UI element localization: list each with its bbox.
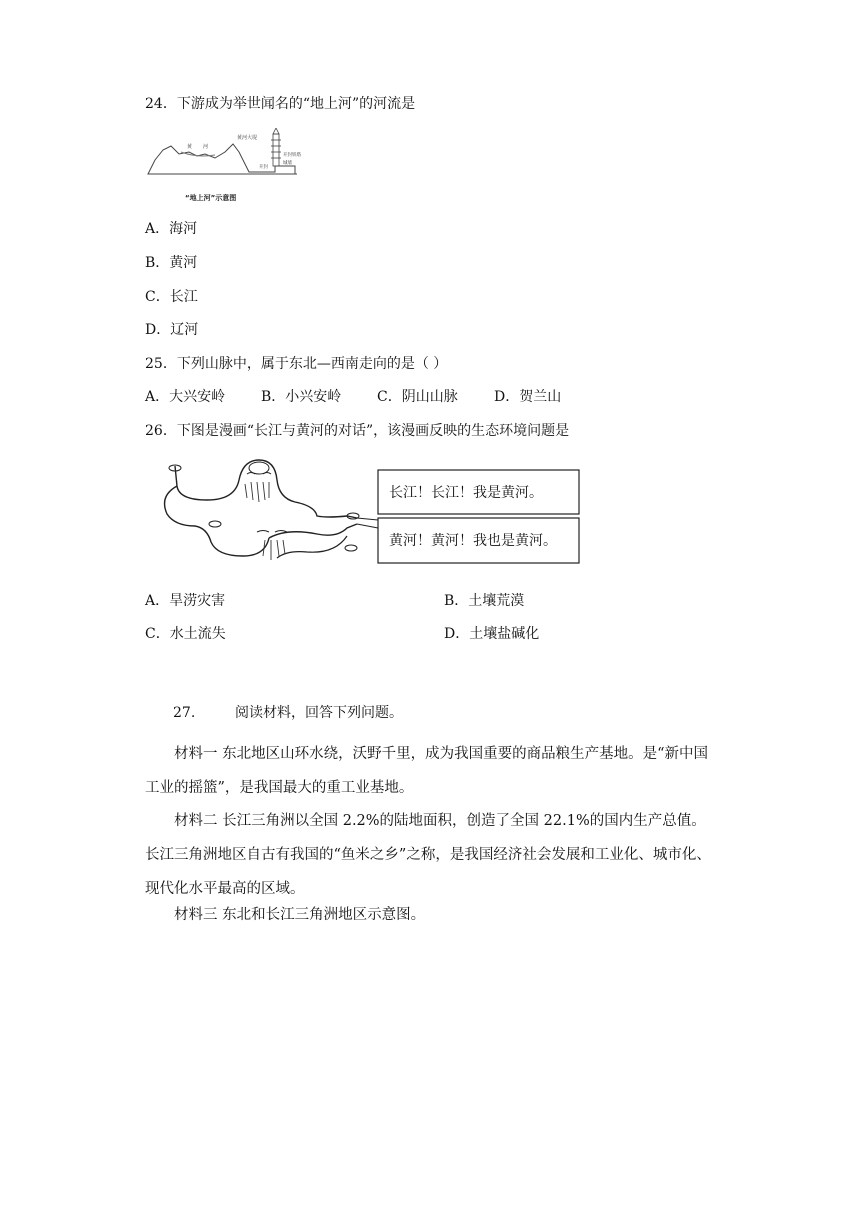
q25-option-d[interactable]: D．贺兰山 [494, 389, 562, 405]
q26-option-c[interactable]: C．水土流失 [145, 626, 226, 642]
q26-option-b[interactable]: B．土壤荒漠 [444, 593, 525, 609]
q26-option-a[interactable]: A．旱涝灾害 [145, 593, 226, 609]
question-26-stem: 26．下图是漫画“长江与黄河的对话”，该漫画反映的生态环境问题是 [145, 423, 570, 439]
material-2: 材料二 长江三角洲以全国 2.2%的陆地面积，创造了全国 22.1%的国内生产总值。长江三角洲地区自古有我国的“鱼米之乡”之称，是我国经济社会发展和工业化、城市化、现代化水平最高的区域。 [145, 813, 711, 897]
material-1: 材料一 东北地区山环水绕，沃野千里，成为我国重要的商品粮生产基地。是“新中国工业的摇篮”，是我国最大的重工业基地。 [145, 746, 709, 796]
question-27-number: 27. [173, 705, 196, 721]
fig-label-tower: 开封铁塔 [283, 153, 301, 158]
cartoon-drawing [147, 456, 584, 570]
bubble-top-text: 长江！长江！我是黄河。 [389, 485, 543, 501]
q24-option-d[interactable]: D．辽河 [145, 322, 199, 338]
above-ground-river-figure [145, 128, 305, 206]
question-25-stem: 25．下列山脉中，属于东北—西南走向的是（ ） [145, 356, 448, 372]
fig-label-levee: 黄河大堤 [237, 135, 258, 141]
fig-label-he: 河 [203, 144, 209, 150]
q25-option-a[interactable]: A．大兴安岭 [145, 389, 226, 405]
q24-option-c[interactable]: C．长江 [145, 289, 198, 305]
q26-option-d[interactable]: D．土壤盐碱化 [444, 626, 540, 642]
material-3: 材料三 东北和长江三角洲地区示意图。 [174, 907, 426, 923]
bubble-bottom-text: 黄河！黄河！我也是黄河。 [389, 533, 557, 549]
fig-label-wall: 城墙 [283, 161, 292, 166]
yangtze-yellow-river-cartoon [147, 456, 584, 570]
question-24-stem: 24．下游成为举世闻名的“地上河”的河流是 [145, 96, 416, 112]
fig-label-kaifeng: 开封 [259, 165, 268, 170]
q25-option-c[interactable]: C．阴山山脉 [377, 389, 458, 405]
fig-label-huang: 黄 [187, 144, 193, 150]
q24-option-b[interactable]: B．黄河 [145, 255, 198, 271]
question-27-stem: 阅读材料，回答下列问题。 [235, 705, 403, 721]
above-ground-river-diagram [145, 128, 305, 206]
q25-option-b[interactable]: B．小兴安岭 [261, 389, 342, 405]
q24-option-a[interactable]: A．海河 [145, 221, 198, 237]
fig-caption: “地上河”示意图 [185, 194, 237, 202]
